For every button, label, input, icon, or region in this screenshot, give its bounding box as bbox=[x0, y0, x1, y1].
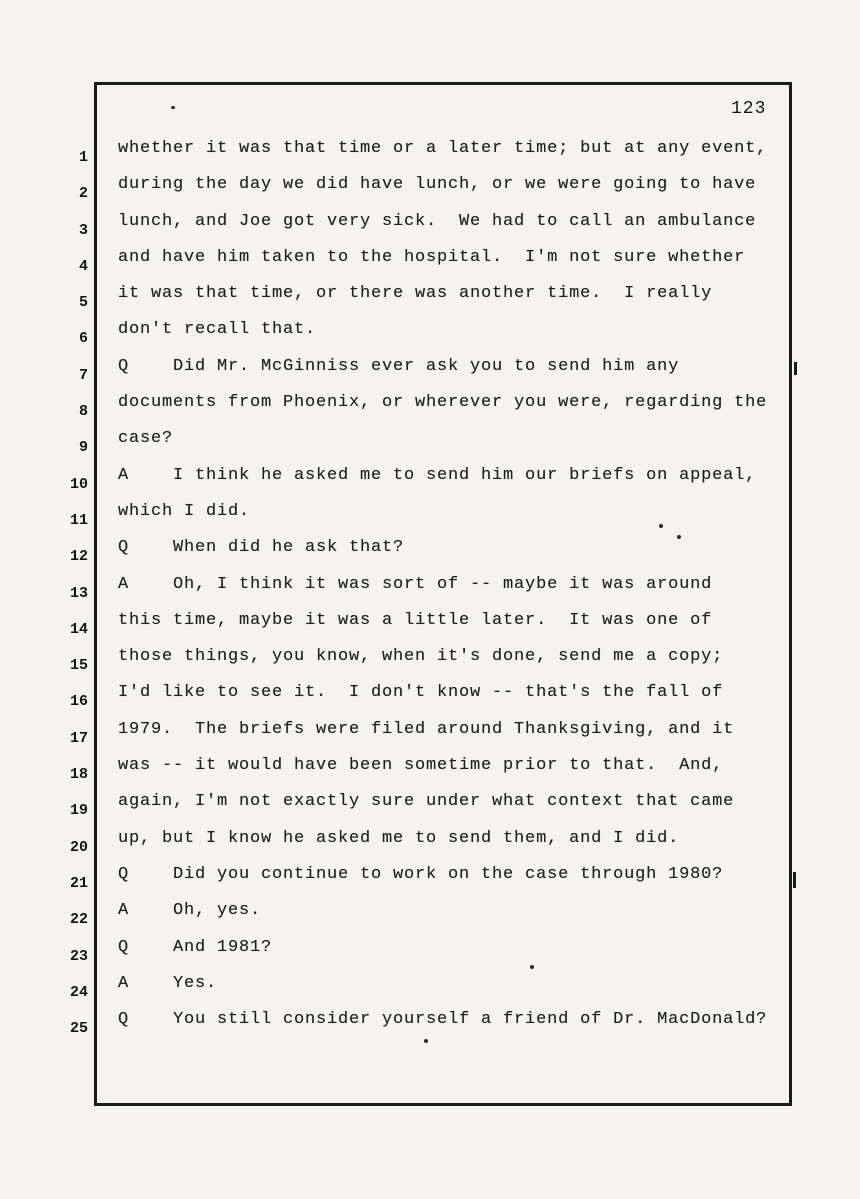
transcript-line bbox=[0, 167, 860, 203]
line-text: I'd like to see it. I don't know -- that's the fall of bbox=[118, 683, 724, 703]
line-number: 12 bbox=[69, 548, 88, 566]
scan-speck bbox=[424, 1039, 428, 1043]
line-number: 2 bbox=[78, 185, 88, 203]
line-number: 20 bbox=[69, 838, 88, 856]
line-text: again, I'm not exactly sure under what context that came bbox=[118, 792, 735, 812]
line-number: 14 bbox=[69, 620, 88, 638]
line-text: Q You still consider yourself a friend of Dr. MacDonald? bbox=[118, 1010, 768, 1030]
line-number: 23 bbox=[69, 947, 88, 965]
transcript-line bbox=[0, 240, 860, 276]
scan-mark bbox=[794, 362, 797, 375]
line-text: Q And 1981? bbox=[118, 937, 273, 957]
line-text: Q Did Mr. McGinniss ever ask you to send him any bbox=[118, 356, 680, 376]
line-text: Q When did he ask that? bbox=[118, 538, 405, 558]
transcript-line bbox=[0, 312, 860, 348]
line-text: lunch, and Joe got very sick. We had to call an ambulance bbox=[118, 211, 757, 231]
transcript-line bbox=[0, 857, 860, 893]
line-number: 7 bbox=[78, 366, 88, 384]
transcript-line bbox=[0, 748, 860, 784]
line-number: 22 bbox=[69, 911, 88, 929]
line-number: 6 bbox=[78, 330, 88, 348]
transcript-line bbox=[0, 1002, 860, 1038]
transcript-line bbox=[0, 131, 860, 167]
transcript-line bbox=[0, 966, 860, 1002]
line-text: during the day we did have lunch, or we were going to have bbox=[118, 175, 757, 195]
line-text: Q Did you continue to work on the case through 1980? bbox=[118, 864, 724, 884]
line-text: A Oh, yes. bbox=[118, 901, 262, 921]
transcript-line bbox=[0, 494, 860, 530]
line-number: 1 bbox=[78, 149, 88, 166]
line-number: 8 bbox=[78, 403, 88, 421]
transcript-line bbox=[0, 349, 860, 385]
scan-speck bbox=[530, 965, 534, 969]
line-text: was -- it would have been sometime prior to that. And, bbox=[118, 756, 724, 776]
scan-speck bbox=[677, 535, 681, 539]
line-number: 9 bbox=[78, 439, 88, 457]
transcript-line bbox=[0, 530, 860, 566]
line-number: 3 bbox=[78, 221, 88, 239]
transcript-line bbox=[0, 712, 860, 748]
line-text: it was that time, or there was another time. I really bbox=[118, 284, 713, 304]
line-number: 17 bbox=[69, 729, 88, 747]
transcript-line bbox=[0, 458, 860, 494]
transcript-line bbox=[0, 930, 860, 966]
page-number: 123 bbox=[731, 99, 767, 119]
transcript-line bbox=[0, 603, 860, 639]
line-number: 21 bbox=[69, 874, 88, 892]
transcript-line bbox=[0, 567, 860, 603]
scan-speck bbox=[659, 524, 663, 528]
line-text: 1979. The briefs were filed around Thanksgiving, and it bbox=[118, 719, 735, 739]
line-number: 18 bbox=[69, 766, 88, 784]
transcript-line bbox=[0, 639, 860, 675]
line-text: don't recall that. bbox=[118, 320, 317, 340]
line-text: and have him taken to the hospital. I'm not sure whether bbox=[118, 247, 746, 267]
transcript-line bbox=[0, 421, 860, 457]
line-number: 25 bbox=[69, 1020, 88, 1038]
line-text: documents from Phoenix, or wherever you were, regarding the bbox=[118, 393, 768, 413]
line-text: case? bbox=[118, 429, 174, 449]
line-text: those things, you know, when it's done, send me a copy; bbox=[118, 647, 724, 667]
line-text: A Oh, I think it was sort of -- maybe it was around bbox=[118, 574, 713, 594]
transcript-line bbox=[0, 385, 860, 421]
line-text: A Yes. bbox=[118, 973, 218, 993]
line-number: 13 bbox=[69, 584, 88, 602]
line-text: up, but I know he asked me to send them, and I did. bbox=[118, 828, 680, 848]
scan-speck bbox=[171, 106, 175, 109]
transcript-line bbox=[0, 893, 860, 929]
line-text: whether it was that time or a later time; but at any event, bbox=[118, 139, 768, 158]
transcript-line bbox=[0, 204, 860, 240]
line-number: 5 bbox=[78, 294, 88, 312]
transcript-line bbox=[0, 784, 860, 820]
line-number: 24 bbox=[69, 983, 88, 1001]
line-number: 10 bbox=[69, 475, 88, 493]
transcript-line bbox=[0, 675, 860, 711]
line-text: A I think he asked me to send him our briefs on appeal, bbox=[118, 465, 757, 485]
line-text: which I did. bbox=[118, 501, 251, 521]
line-text: this time, maybe it was a little later. It was one of bbox=[118, 610, 713, 630]
line-number: 19 bbox=[69, 802, 88, 820]
line-number: 15 bbox=[69, 657, 88, 675]
scan-mark bbox=[793, 872, 796, 888]
transcript-line bbox=[0, 821, 860, 857]
line-number: 11 bbox=[69, 511, 88, 529]
line-number: 16 bbox=[69, 693, 88, 711]
transcript-lines bbox=[0, 131, 860, 1038]
line-number: 4 bbox=[78, 257, 88, 275]
transcript-line bbox=[0, 276, 860, 312]
